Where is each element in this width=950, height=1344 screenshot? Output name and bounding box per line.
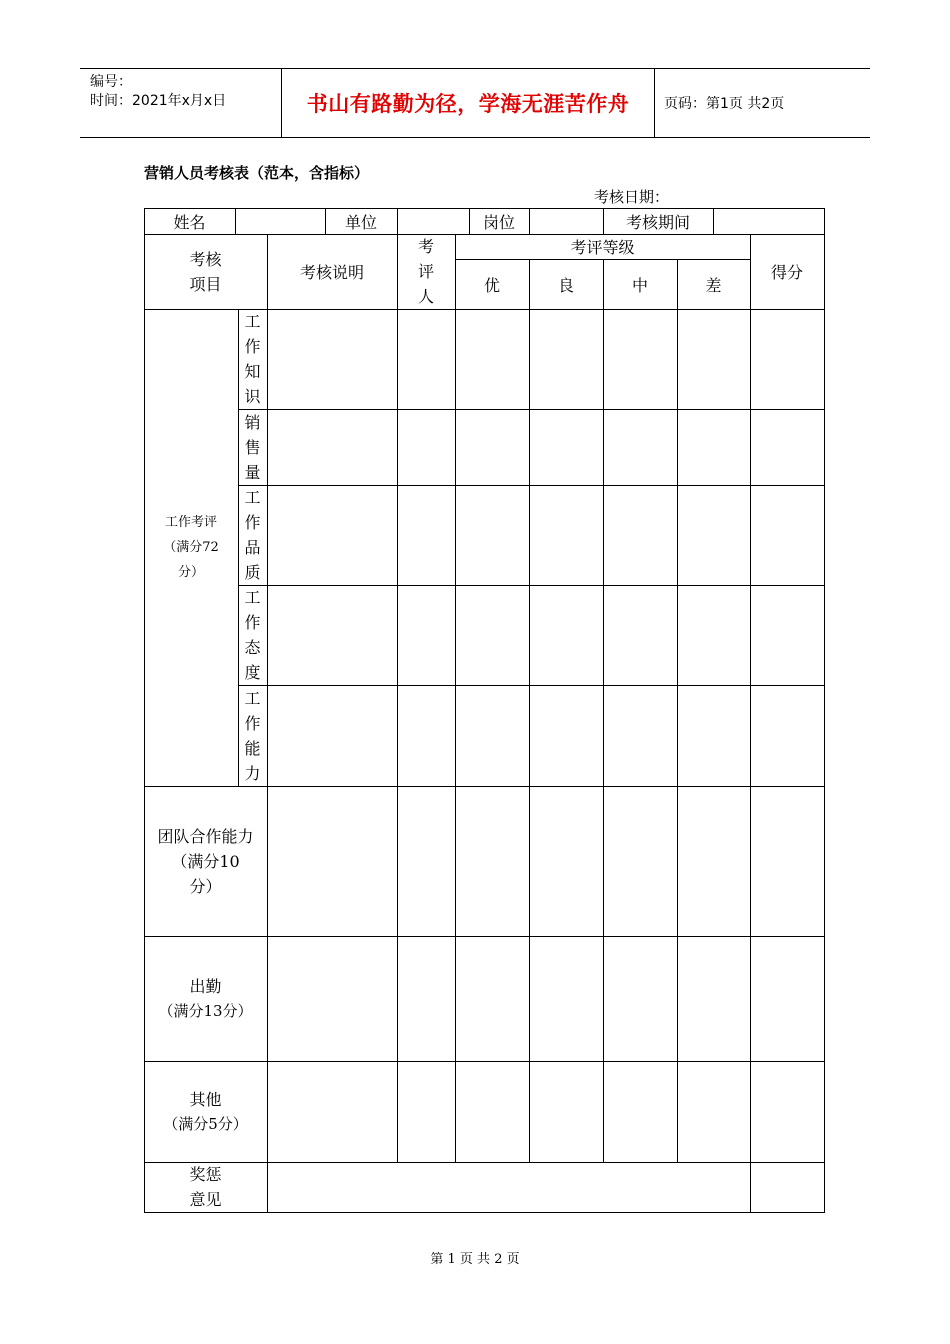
teamwork-line2: （满分10 — [171, 851, 240, 871]
sub-item-work-ability — [238, 685, 267, 786]
time-label: 时间：2021年x月x日 — [90, 93, 227, 109]
reward-line2: 意见 — [189, 1190, 222, 1209]
table-line — [144, 1212, 824, 1213]
sub-item-char: 作 — [244, 337, 261, 356]
sub-item-char: 度 — [244, 663, 261, 682]
table-line — [529, 259, 530, 1162]
number-label: 编号： — [90, 74, 132, 90]
attendance-line1: 出勤 — [189, 976, 222, 996]
table-line — [677, 259, 678, 1162]
work-review-label — [144, 309, 238, 786]
sub-item-sales-volume — [238, 409, 267, 485]
reward-opinion-field[interactable] — [267, 1162, 750, 1212]
sub-item-char: 作 — [244, 613, 261, 632]
document-title: 营销人员考核表（范本，含指标） — [144, 164, 370, 182]
work-review-line3: 分） — [177, 565, 204, 580]
work-review-line2: （满分72 — [163, 540, 219, 555]
sub-item-char: 品 — [244, 538, 261, 557]
score-header: 得分 — [770, 263, 803, 282]
reward-line1: 奖惩 — [189, 1165, 222, 1184]
grade-excellent: 优 — [483, 275, 500, 295]
sub-item-char: 能 — [244, 738, 261, 758]
reviewer-header — [397, 234, 455, 309]
name-field[interactable] — [235, 208, 325, 234]
sub-item-char: 销 — [244, 412, 261, 432]
period-field[interactable] — [713, 208, 824, 234]
table-line — [397, 234, 398, 1162]
sub-item-char: 工 — [244, 488, 261, 507]
table-line — [238, 585, 824, 586]
table-line — [455, 234, 456, 1162]
other-label — [144, 1061, 267, 1162]
sub-item-char: 知 — [244, 362, 261, 381]
teamwork-line1: 团队合作能力 — [157, 826, 254, 846]
table-line — [238, 409, 824, 410]
sub-item-char: 售 — [244, 437, 261, 457]
motto: 书山有路勤为径，学海无涯苦作舟 — [306, 92, 630, 116]
sub-item-char: 工 — [244, 688, 261, 708]
reward-label — [144, 1162, 267, 1212]
grade-header: 考评等级 — [570, 238, 635, 257]
reward-score-field[interactable] — [750, 1162, 824, 1212]
grade-average: 中 — [631, 275, 648, 295]
other-line1: 其他 — [189, 1089, 222, 1109]
teamwork-label — [144, 786, 267, 936]
sub-item-char: 工 — [244, 588, 261, 607]
post-field[interactable] — [529, 208, 603, 234]
teamwork-line3: 分） — [189, 876, 222, 896]
sub-item-char: 识 — [244, 387, 261, 406]
page-info: 页码：第1页 共2页 — [664, 96, 785, 112]
sub-item-char: 作 — [244, 513, 261, 532]
sub-item-char: 作 — [244, 713, 261, 733]
sub-item-char: 质 — [244, 563, 261, 582]
sub-item-char: 工 — [244, 312, 261, 331]
table-line — [238, 685, 824, 686]
table-line — [267, 234, 268, 1162]
sub-item-work-attitude — [238, 585, 267, 685]
grade-poor: 差 — [705, 275, 722, 295]
table-line — [824, 208, 825, 1213]
review-date-label: 考核日期： — [594, 188, 670, 206]
period-label: 考核期间 — [625, 212, 690, 232]
unit-field[interactable] — [397, 208, 469, 234]
attendance-label — [144, 936, 267, 1061]
grade-good: 良 — [557, 275, 574, 295]
sub-item-work-quality — [238, 485, 267, 585]
reviewer-char: 评 — [417, 262, 434, 281]
sub-item-char: 力 — [244, 763, 261, 783]
table-line — [603, 259, 604, 1162]
table-line — [238, 485, 824, 486]
table-line — [750, 234, 751, 1213]
sub-item-work-knowledge — [238, 309, 267, 409]
post-label: 岗位 — [482, 212, 515, 232]
description-header: 考核说明 — [299, 263, 364, 282]
reviewer-char: 人 — [417, 287, 434, 306]
name-label: 姓名 — [173, 212, 206, 232]
unit-label: 单位 — [344, 212, 377, 232]
sub-item-char: 态 — [244, 638, 261, 657]
sub-item-char: 量 — [244, 462, 261, 482]
reviewer-char: 考 — [417, 237, 434, 256]
work-review-line1: 工作考评 — [164, 515, 217, 530]
attendance-line2: （满分13分） — [158, 1001, 253, 1020]
item-header — [144, 234, 267, 309]
page-footer: 第 1 页 共 2 页 — [430, 1252, 520, 1267]
item-header-line1: 考核 — [189, 249, 222, 269]
item-header-line2: 项目 — [189, 274, 222, 294]
other-line2: （满分5分） — [163, 1114, 248, 1133]
